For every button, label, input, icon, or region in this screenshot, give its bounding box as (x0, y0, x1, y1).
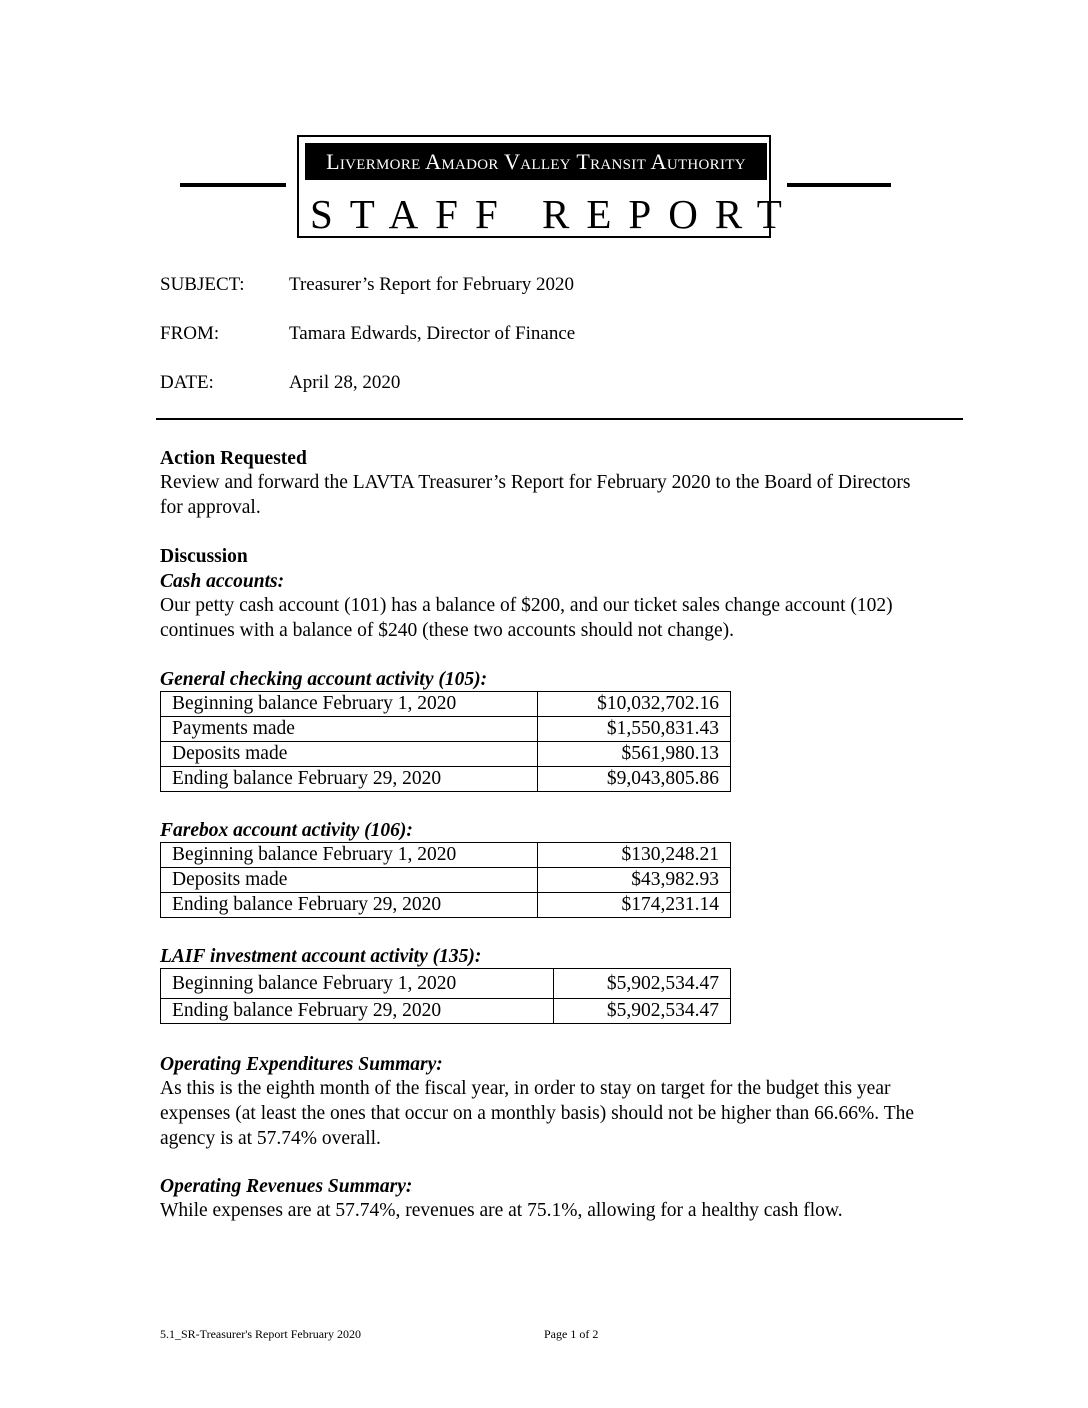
row-amount: $561,980.13 (538, 742, 731, 767)
subject-label: SUBJECT: (160, 274, 245, 295)
from-value: Tamara Edwards, Director of Finance (289, 323, 576, 344)
row-label: Beginning balance February 1, 2020 (161, 969, 554, 999)
row-label: Ending balance February 29, 2020 (161, 999, 554, 1024)
footer-file-name: 5.1_SR-Treasurer's Report February 2020 (160, 1327, 362, 1341)
table-row (161, 843, 731, 868)
row-label: Payments made (161, 717, 538, 742)
laif-table (160, 968, 731, 1024)
row-amount: $9,043,805.86 (538, 767, 731, 792)
farebox-heading: Farebox account activity (106): (160, 820, 413, 841)
operating-expenditures-text: As this is the eighth month of the fiscal year, in order to stay on target for the budget this year expenses (at least the ones that occur on a monthly basis) should not be higher than 66.66%. The agency is at 57.74% overall. (160, 1078, 915, 1149)
row-label: Ending balance February 29, 2020 (161, 767, 538, 792)
banner-rule-right (787, 183, 891, 187)
discussion-heading: Discussion (160, 546, 248, 567)
date-label: DATE: (160, 372, 214, 393)
row-amount: $130,248.21 (538, 843, 731, 868)
row-label: Deposits made (161, 742, 538, 767)
subject-value: Treasurer’s Report for February 2020 (289, 274, 574, 295)
footer-page-number: Page 1 of 2 (544, 1327, 599, 1341)
row-amount: $43,982.93 (538, 868, 731, 893)
laif-heading: LAIF investment account activity (135): (160, 946, 482, 967)
from-label: FROM: (160, 323, 220, 344)
row-label: Beginning balance February 1, 2020 (161, 843, 538, 868)
table-row (161, 742, 731, 767)
general-checking-table (160, 691, 731, 792)
operating-revenues-heading: Operating Revenues Summary: (160, 1176, 413, 1197)
action-text: Review and forward the LAVTA Treasurer’s Report for February 2020 to the Board of Directors for approval. (160, 472, 911, 518)
banner-rule-left (180, 183, 286, 187)
row-label: Ending balance February 29, 2020 (161, 893, 538, 918)
row-amount: $10,032,702.16 (538, 692, 731, 717)
operating-revenues-text: While expenses are at 57.74%, revenues are at 75.1%, allowing for a healthy cash flow. (160, 1200, 843, 1221)
general-checking-heading: General checking account activity (105): (160, 669, 488, 690)
organization-name: Livermore Amador Valley Transit Authority (305, 143, 767, 180)
date-value: April 28, 2020 (289, 372, 401, 393)
row-amount: $5,902,534.47 (554, 969, 731, 999)
row-amount: $174,231.14 (538, 893, 731, 918)
operating-expenditures-heading: Operating Expenditures Summary: (160, 1054, 443, 1075)
action-heading: Action Requested (160, 448, 307, 469)
table-row (161, 692, 731, 717)
cash-accounts-text: Our petty cash account (101) has a balance of $200, and our ticket sales change account (102) continues with a balance of $240 (these two accounts should not change). (160, 595, 893, 641)
cash-accounts-heading: Cash accounts: (160, 571, 285, 592)
table-row (161, 969, 731, 999)
table-row (161, 999, 731, 1024)
header-divider (156, 418, 963, 420)
table-row (161, 893, 731, 918)
table-row (161, 717, 731, 742)
row-label: Deposits made (161, 868, 538, 893)
table-row (161, 868, 731, 893)
farebox-table (160, 842, 731, 918)
row-amount: $5,902,534.47 (554, 999, 731, 1024)
report-title: STAFF REPORT (310, 191, 799, 237)
row-label: Beginning balance February 1, 2020 (161, 692, 538, 717)
row-amount: $1,550,831.43 (538, 717, 731, 742)
table-row (161, 767, 731, 792)
